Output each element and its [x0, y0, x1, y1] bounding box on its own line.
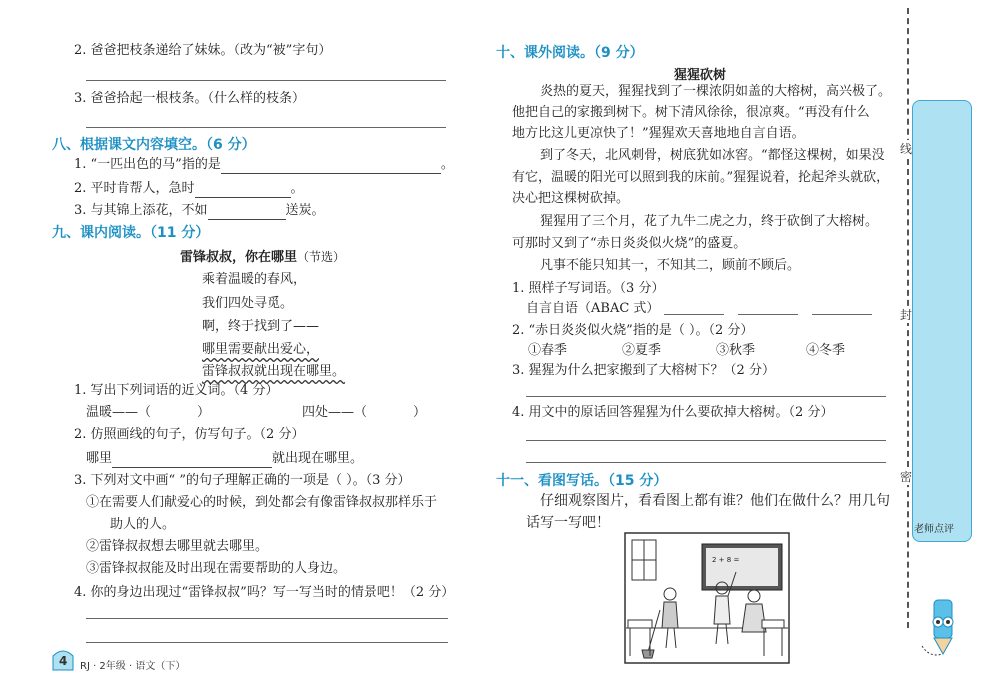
- sec10-q1: 1. 照样子写词语。（3 分）: [512, 281, 665, 296]
- fill-blank[interactable]: [195, 197, 291, 198]
- blackboard-text: 2 + 8 =: [712, 556, 740, 564]
- fill-blank[interactable]: [112, 467, 272, 468]
- page-number-badge: [50, 648, 76, 672]
- section-9-heading: 九、课内阅读。（11 分）: [52, 225, 210, 241]
- sec9-q2-line: 哪里 就出现在哪里。: [86, 451, 364, 466]
- sec10-q1-example: 自言自语（ABAC 式）: [526, 301, 660, 316]
- poem-line-2: 我们四处寻觅。: [202, 296, 294, 311]
- story-line-1: 炎热的夏天，猩猩找到了一棵浓阴如盖的大榕树，高兴极了。: [540, 84, 892, 99]
- answer-line[interactable]: [526, 440, 886, 441]
- story-line-7: 猩猩用了三个月，花了九牛二虎之力，终于砍倒了大榕树。: [540, 214, 879, 229]
- section-8-heading: 八、根据课文内容填空。（6 分）: [52, 137, 256, 153]
- poem-line-3: 啊，终于找到了——: [202, 319, 320, 334]
- story-line-2: 他把自己的家搬到树下。树下清风徐徐，很凉爽。“再没有什么: [512, 105, 870, 120]
- sec11-text-1: 仔细观察图片，看看图上都有谁？他们在做什么？用几句: [540, 493, 890, 509]
- sec9-q3-opt1-cont: 助人的人。: [110, 517, 176, 532]
- answer-line[interactable]: [526, 396, 886, 397]
- word-blank[interactable]: [738, 314, 798, 315]
- word-blank[interactable]: [664, 314, 724, 315]
- answer-line[interactable]: [86, 618, 448, 619]
- option-autumn[interactable]: ③秋季: [716, 343, 756, 358]
- story-line-9: 凡事不能只知其一，不知其二，顾前不顾后。: [540, 258, 801, 273]
- answer-line[interactable]: [86, 127, 446, 128]
- sec9-q3-opt3[interactable]: ③雷锋叔叔能及时出现在需要帮助的人身边。: [86, 561, 347, 576]
- sec9-q3: 3. 下列对文中画“ ”的句子理解正确的一项是（ ）。（3 分）: [74, 473, 411, 488]
- poem-title: 雷锋叔叔，你在哪里（节选）: [180, 250, 346, 265]
- fill-blank[interactable]: [221, 173, 441, 174]
- story-line-6: 决心把这棵树砍掉。: [512, 191, 630, 206]
- teacher-comment-panel[interactable]: [912, 100, 972, 542]
- section-11-heading: 十一、看图写话。（15 分）: [496, 473, 668, 489]
- sec9-q1a: 温暖——（ ）: [86, 405, 211, 420]
- story-title: 猩猩砍树: [674, 68, 727, 83]
- story-line-3: 地方比这儿更凉快了！”猩猩欢天喜地地自言自语。: [512, 126, 805, 141]
- sec9-q3-opt1[interactable]: ①在需要人们献爱心的时候，到处都会有像雷锋叔叔那样乐于: [86, 495, 438, 510]
- sec9-q4: 4. 你的身边出现过“雷锋叔叔”吗？写一写当时的情景吧！（2 分）: [74, 585, 455, 600]
- q7-3-text: 3. 爸爸拾起一根枝条。（什么样的枝条）: [74, 91, 306, 106]
- poem-line-1: 乘着温暖的春风，: [202, 272, 307, 287]
- sec9-q2: 2. 仿照画线的句子，仿写句子。（2 分）: [74, 427, 305, 442]
- seal-char-mi: 密: [900, 470, 913, 484]
- seal-char-feng: 封: [900, 308, 913, 322]
- sec11-text-2: 话写一写吧！: [526, 515, 610, 531]
- footer-text: RJ · 2年级 · 语文（下）: [80, 661, 186, 672]
- pencil-mascot-icon: [920, 596, 970, 660]
- sec8-q2: 2. 平时肯帮人，急时 。: [74, 181, 304, 196]
- sec9-q3-opt2[interactable]: ②雷锋叔叔想去哪里就去哪里。: [86, 539, 269, 554]
- option-spring[interactable]: ①春季: [528, 343, 568, 358]
- sec9-q1: 1. 写出下列词语的近义词。（4 分）: [74, 383, 279, 398]
- page-number: 4: [59, 654, 68, 668]
- sec10-q3: 3. 猩猩为什么把家搬到了大榕树下？（2 分）: [512, 363, 775, 378]
- story-line-8: 可那时又到了“赤日炎炎似火烧”的盛夏。: [512, 236, 747, 251]
- sec10-q2: 2. “赤日炎炎似火烧”指的是（ ）。（2 分）: [512, 323, 754, 338]
- sec10-q4: 4. 用文中的原话回答猩猩为什么要砍掉大榕树。（2 分）: [512, 405, 834, 420]
- word-blank[interactable]: [812, 314, 872, 315]
- sec8-q3: 3. 与其锦上添花，不如 送炭。: [74, 203, 325, 218]
- option-summer[interactable]: ②夏季: [622, 343, 662, 358]
- answer-line[interactable]: [86, 80, 446, 81]
- answer-line[interactable]: [86, 642, 448, 643]
- poem-line-5: 雷锋叔叔就出现在哪里。: [202, 364, 346, 379]
- seal-char-xian: 线: [900, 142, 913, 156]
- story-line-5: 有它，温暖的阳光可以照到我的床前。”猩猩说着，抡起斧头就砍，: [512, 170, 890, 185]
- sec8-q1: 1. “一匹出色的马”指的是 。: [74, 157, 454, 172]
- option-winter[interactable]: ④冬季: [806, 343, 846, 358]
- teacher-comment-label: 老师点评: [914, 524, 954, 535]
- fill-blank[interactable]: [208, 219, 286, 220]
- poem-line-4: 哪里需要献出爱心，: [202, 342, 320, 357]
- q7-2-text: 2. 爸爸把枝条递给了妹妹。（改为“被”字句）: [74, 43, 332, 58]
- story-line-4: 到了冬天，北风刺骨，树底犹如冰窖。“都怪这棵树，如果没: [540, 148, 885, 163]
- sec9-q1b: 四处——（ ）: [302, 405, 427, 420]
- classroom-picture: [624, 532, 790, 664]
- section-10-heading: 十、课外阅读。（9 分）: [496, 45, 644, 61]
- answer-line[interactable]: [526, 462, 886, 463]
